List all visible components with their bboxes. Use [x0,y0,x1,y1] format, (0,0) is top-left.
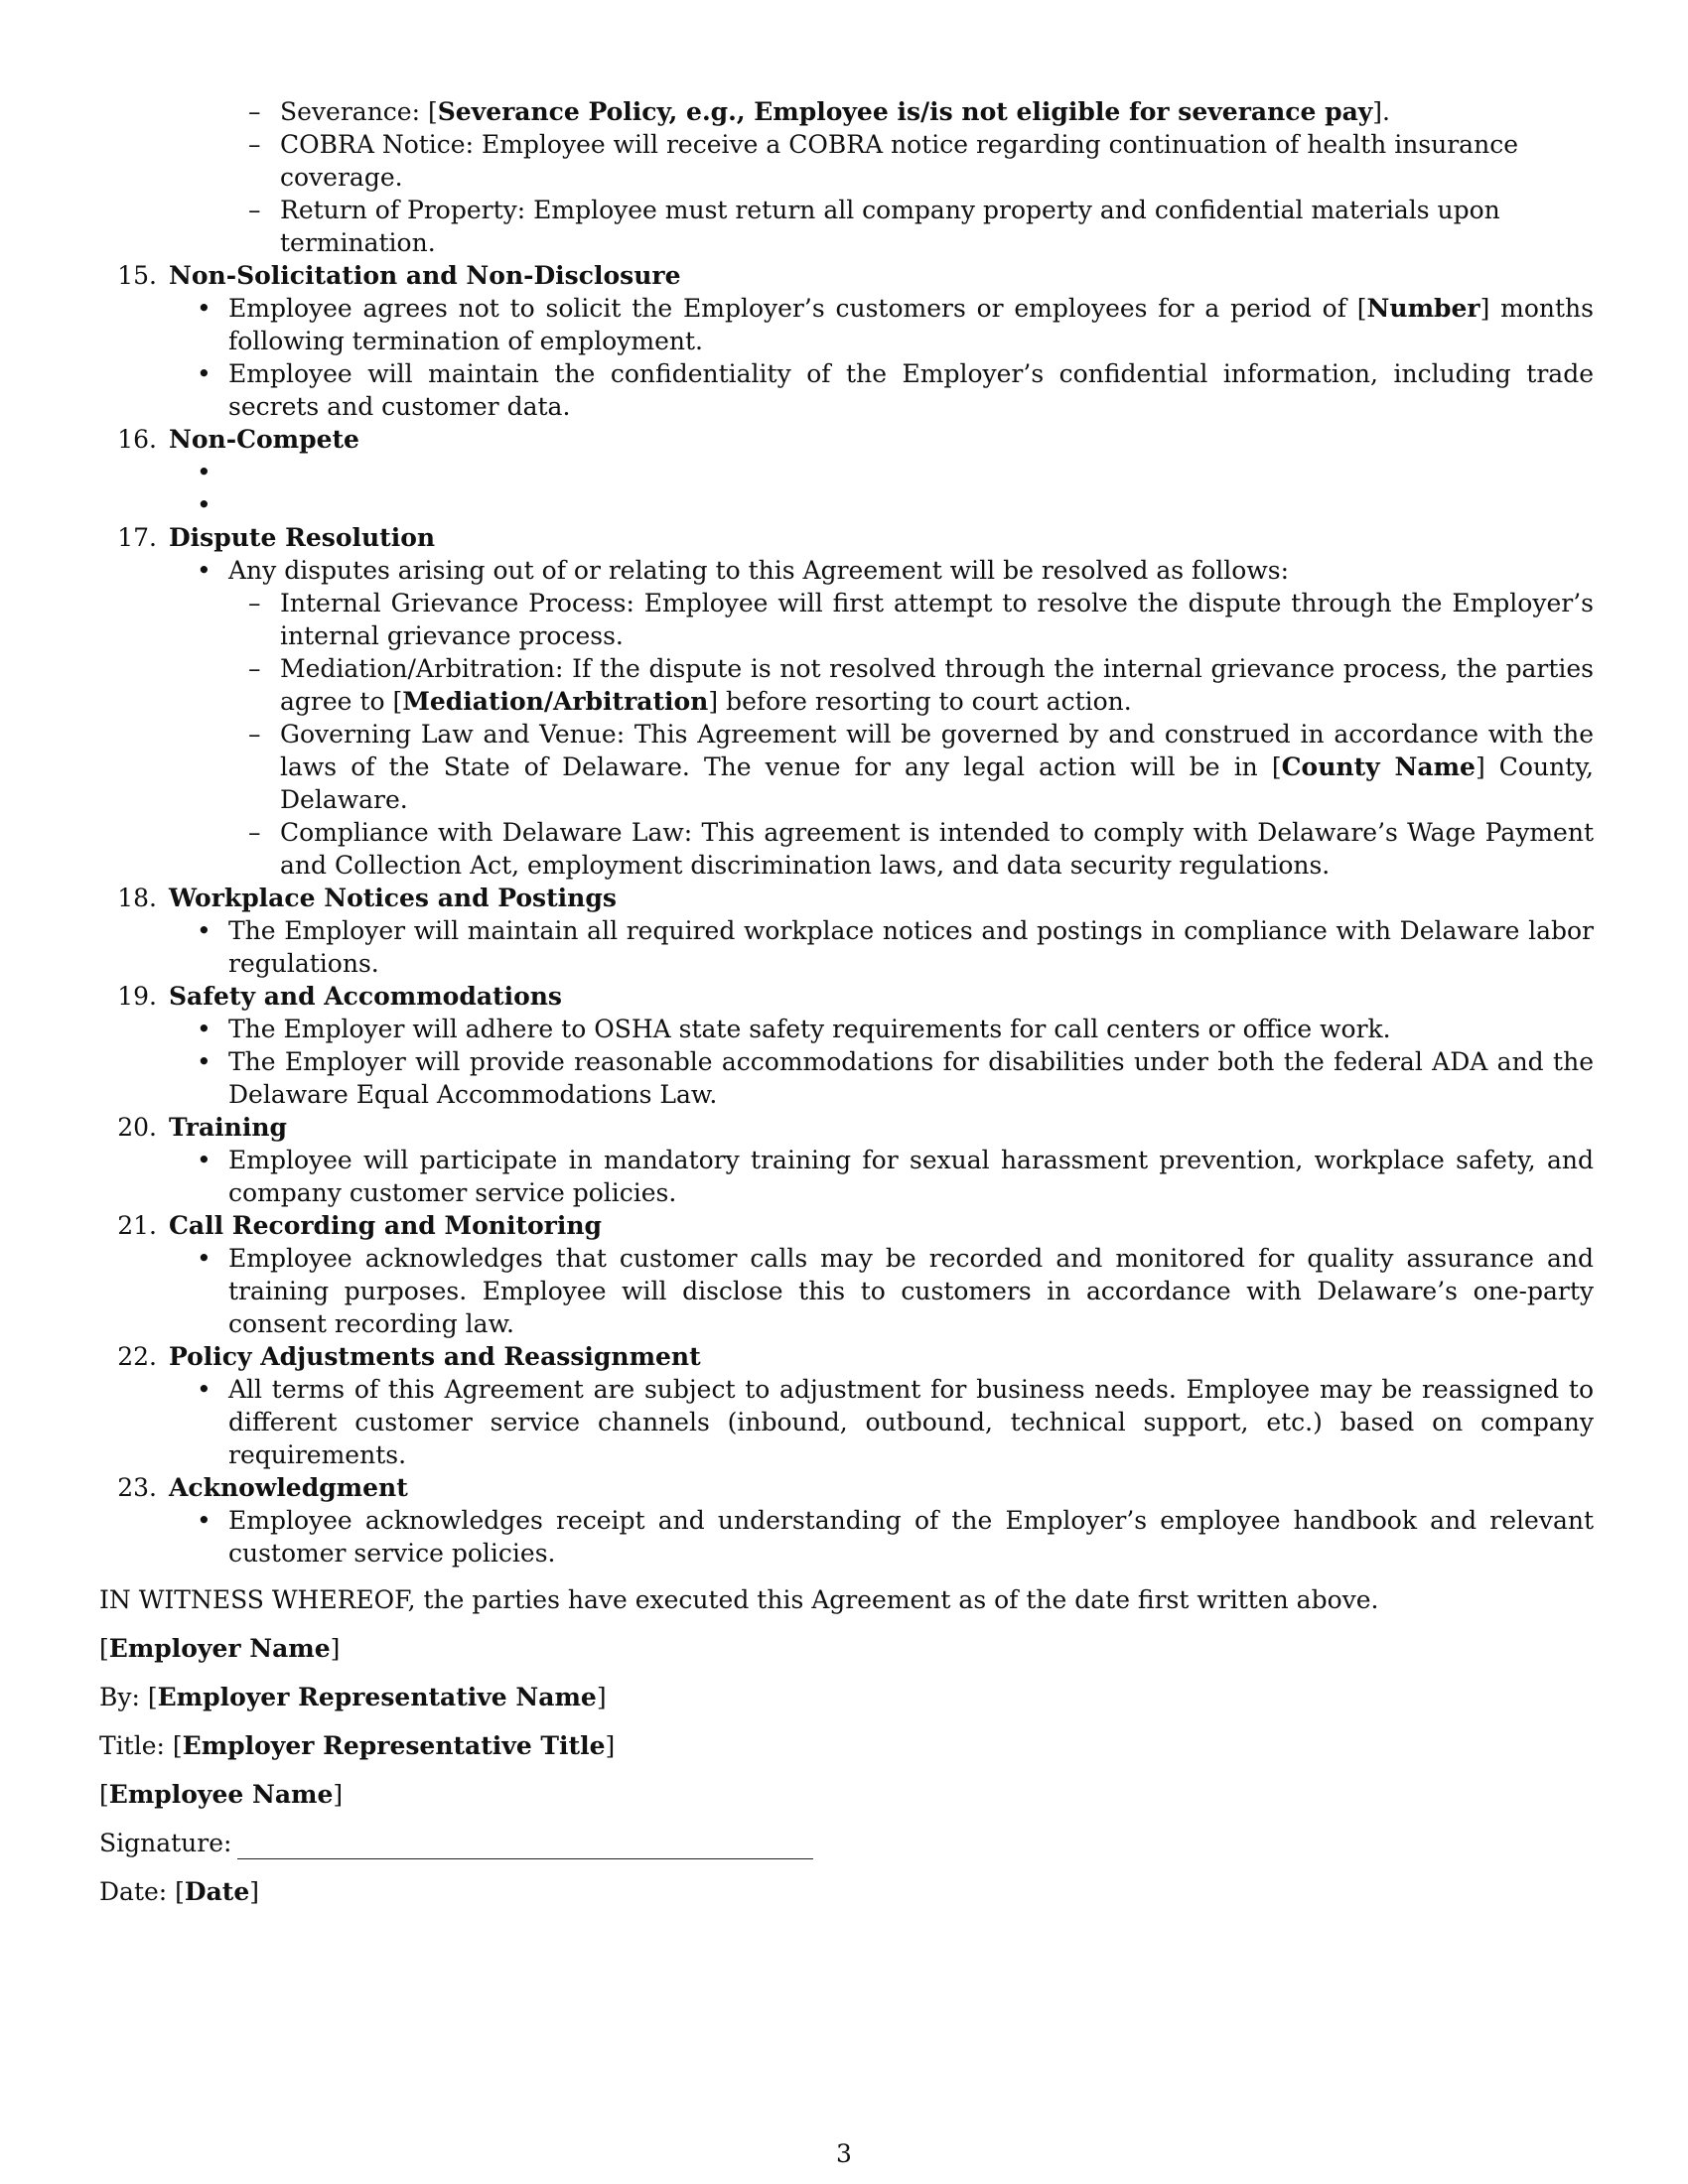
dash-marker: – [248,589,261,617]
section-number: 15. [117,261,157,290]
section-number: 17. [117,523,157,552]
list-item-empty [99,488,1594,521]
dash-marker: – [248,720,261,749]
signature-blank [237,1833,813,1859]
section-heading: Non-Solicitation and Non-Disclosure [169,261,681,290]
bullet-marker: • [197,1047,211,1076]
list-item: • All terms of this Agreement are subject to adjustment for business needs. Employee may be reassigned to different customer service channels (inbound, outbound, technical support, etc.) based on company requirements. [197,1375,1594,1469]
list-item-mediation: – Mediation/Arbitration: If the dispute is not resolved through the internal grievance process, the parties agree to [Mediation/Arbitration] before resorting to court action. [248,654,1594,716]
list-item-cobra: – COBRA Notice: Employee will receive a COBRA notice regarding continuation of health insurance coverage. [248,130,1518,192]
list-item-internal-grievance: – Internal Grievance Process: Employee will first attempt to resolve the dispute through the Employer’s internal grievance process. [248,589,1594,650]
list-item: • Employee will participate in mandatory training for sexual harassment prevention, workplace safety, and company customer service policies. [197,1146,1594,1207]
dash-marker: – [248,654,261,683]
section-number: 16. [117,425,157,454]
section-number: 23. [117,1473,157,1502]
bullet-marker: • [197,1146,211,1174]
list-item: • Any disputes arising out of or relating to this Agreement will be resolved as follows: [197,556,1289,585]
bullet-marker: • [197,1375,211,1404]
section-20 [99,1111,1594,1144]
by-line: By: [Employer Representative Name] [99,1683,607,1711]
list-item-empty [99,456,1594,488]
section-number: 21. [117,1211,157,1240]
section-number: 18. [117,884,157,912]
list-item: • Employee acknowledges that customer calls may be recorded and monitored for quality assurance and training purposes. Employee will disclose this to customers in accordance with Delaware’s one-party consent recording law. [197,1244,1594,1338]
bullet-marker: • [197,916,211,945]
dash-marker: – [248,818,261,847]
section-number: 20. [117,1113,157,1142]
bullet-marker: • [197,1244,211,1273]
page-number: 3 [836,2139,852,2168]
section-heading: Training [169,1113,287,1142]
employee-name-line: [Employee Name] [99,1780,344,1809]
section-heading: Acknowledgment [169,1473,408,1502]
section-19 [99,980,1594,1013]
section-number: 19. [117,982,157,1011]
bullet-marker: • [197,458,211,486]
title-line: Title: [Employer Representative Title] [99,1731,616,1760]
list-item: • Employee will maintain the confidentiality of the Employer’s confidential information, including trade secrets and customer data. [197,359,1594,421]
bullet-marker: • [197,359,211,388]
list-item: • Employee agrees not to solicit the Employer’s customers or employees for a period of [Number] months following termination of employment. [197,294,1594,355]
document-page [99,95,1594,1908]
bullet-marker: • [197,556,211,585]
employer-name-line: [Employer Name] [99,1634,341,1663]
severance-placeholder: Severance Policy, e.g., Employee is/is not eligible for severance pay [437,97,1373,126]
section-heading: Dispute Resolution [169,523,436,552]
section-16 [99,423,1594,456]
list-item: • Employee acknowledges receipt and understanding of the Employer’s employee handbook and relevant customer service policies. [197,1506,1594,1568]
list-item: • The Employer will provide reasonable accommodations for disabilities under both the federal ADA and the Delaware Equal Accommodations Law. [197,1047,1594,1109]
bullet-marker: • [197,1506,211,1535]
section-15 [99,259,1594,292]
section-heading: Non-Compete [169,425,359,454]
signature-line: Signature: [99,1827,1594,1859]
section-heading: Safety and Accommodations [169,982,562,1011]
section-17 [99,521,1594,554]
list-item-severance: – Severance: [Severance Policy, e.g., Employee is/is not eligible for severance pay]. [248,97,1390,126]
section-18 [99,882,1594,914]
list-item-governing-law: – Governing Law and Venue: This Agreement will be governed by and construed in accordance with the laws of the State of Delaware. The venue for any legal action will be in [County Name] County, Delaware. [248,720,1594,814]
section-heading: Policy Adjustments and Reassignment [169,1342,701,1371]
bullet-marker: • [197,1015,211,1043]
list-item-compliance: – Compliance with Delaware Law: This agreement is intended to comply with Delaware’s Wage Payment and Collection Act, employment discrimination laws, and data security regulations. [248,818,1594,880]
dash-marker: – [248,130,261,159]
section-22 [99,1340,1594,1373]
bullet-marker: • [197,490,211,519]
list-item: • The Employer will maintain all required workplace notices and postings in compliance with Delaware labor regulations. [197,916,1594,978]
dash-marker: – [248,97,261,126]
section-number: 22. [117,1342,157,1371]
dash-marker: – [248,196,261,224]
list-item-return-property: – Return of Property: Employee must return all company property and confidential materials upon termination. [248,196,1500,257]
section-heading: Workplace Notices and Postings [169,884,617,912]
bullet-marker: • [197,294,211,323]
date-line: Date: [Date] [99,1877,260,1906]
section-21 [99,1209,1594,1242]
witness-statement: IN WITNESS WHEREOF, the parties have executed this Agreement as of the date first written above. [99,1585,1379,1614]
list-item: • The Employer will adhere to OSHA state safety requirements for call centers or office work. [197,1015,1391,1043]
section-23 [99,1471,1594,1504]
section-heading: Call Recording and Monitoring [169,1211,603,1240]
